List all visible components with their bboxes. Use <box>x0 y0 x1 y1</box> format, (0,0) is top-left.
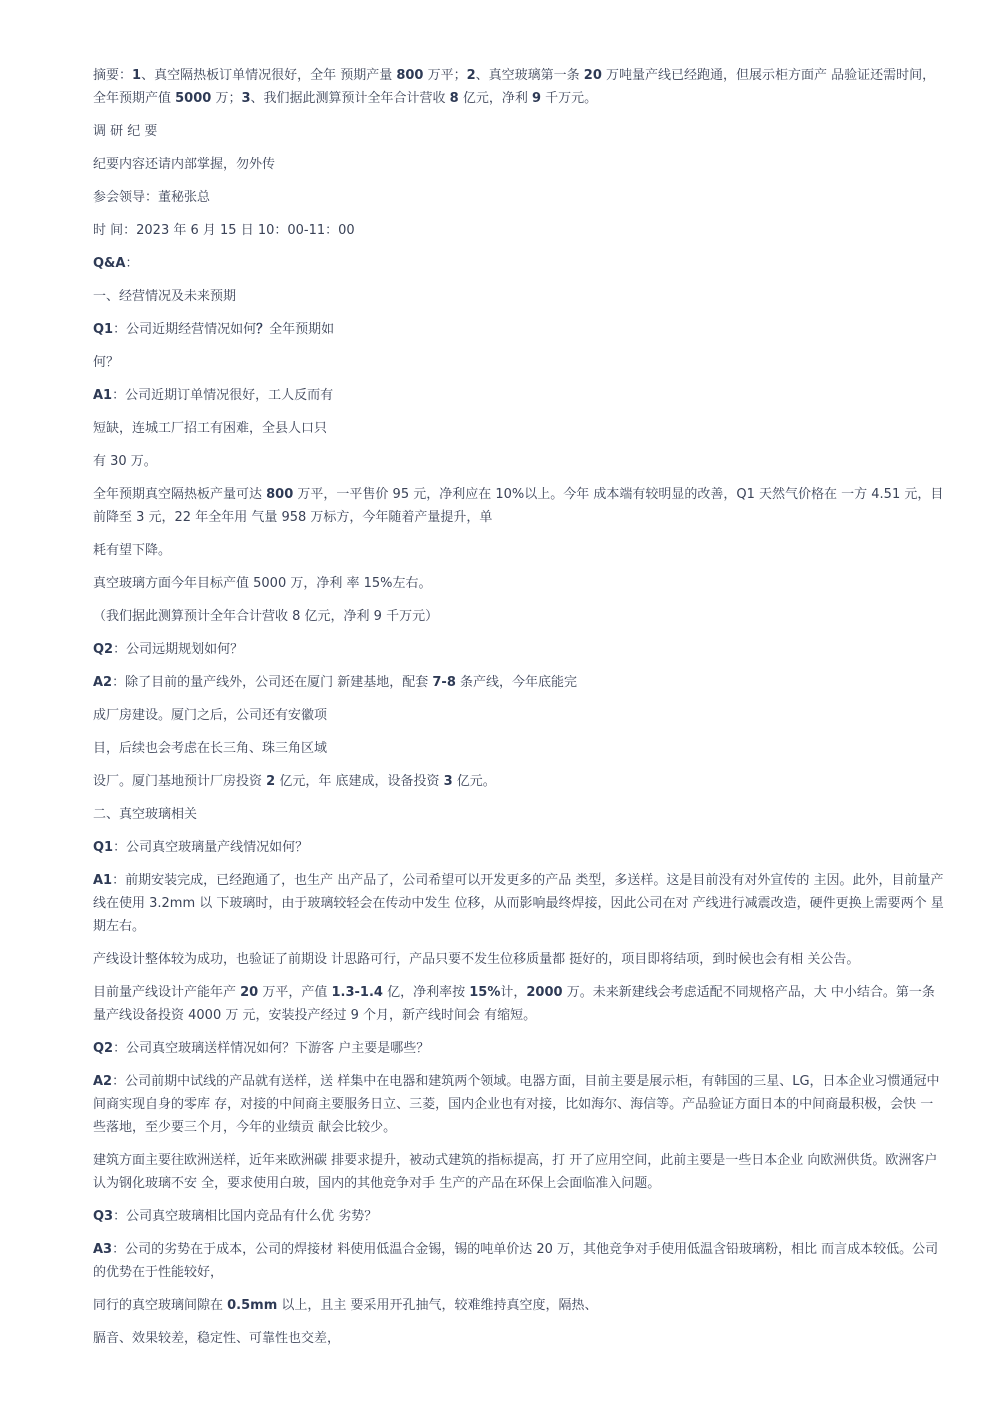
text-run: ： <box>125 256 139 271</box>
document-body <box>93 64 945 1360</box>
paragraph <box>93 1070 945 1139</box>
bold-text: 20 <box>583 68 602 83</box>
bold-text: 5000 <box>175 91 212 106</box>
text-run: ：公司真空玻璃相比国内竞品有什么优 劣势？ <box>113 1209 378 1224</box>
bold-text: 3 <box>443 774 453 789</box>
bold-text: 2 <box>266 774 276 789</box>
bold-text: ？ <box>256 322 270 337</box>
bold-text: 15% <box>469 985 501 1000</box>
text-run: 、真空玻璃第一条 <box>475 68 584 83</box>
paragraph <box>93 252 945 275</box>
text-run: 一、经营情况及未来预期 <box>93 289 237 304</box>
text-run: 条产线，今年底能完 <box>455 675 578 690</box>
bold-text: Q&A <box>93 256 126 271</box>
paragraph <box>93 417 945 440</box>
bold-text: A1 <box>93 388 113 403</box>
text-run: ：公司远期规划如何？ <box>113 642 244 657</box>
bold-text: Q1 <box>93 322 114 337</box>
paragraph <box>93 948 945 971</box>
bold-text: 7-8 <box>432 675 456 690</box>
paragraph <box>93 153 945 176</box>
paragraph <box>93 539 945 562</box>
text-run: 亿元，净利 <box>458 91 532 106</box>
paragraph <box>93 1294 945 1317</box>
bold-text: A3 <box>93 1242 113 1257</box>
text-run: 参会领导：董秘张总 <box>93 190 211 205</box>
paragraph <box>93 1149 945 1195</box>
paragraph <box>93 1238 945 1284</box>
text-run: ：公司近期经营情况如何 <box>113 322 257 337</box>
text-run: ：公司真空玻璃送样情况如何？下游客 户主要是哪些？ <box>113 1041 430 1056</box>
bold-text: Q2 <box>93 642 114 657</box>
bold-text: 0.5mm <box>227 1298 278 1313</box>
text-run: 设厂。厦门基地预计厂房投资 <box>93 774 267 789</box>
text-run: 有 30 万。 <box>93 454 157 469</box>
paragraph <box>93 803 945 826</box>
text-run: 二、真空玻璃相关 <box>93 807 198 822</box>
text-run: 万吨量产线已经跑通，但展示柜方面产 品验证还需时间，全年预期产值 <box>93 68 936 106</box>
text-run: 纪要内容还请内部掌握，勿外传 <box>93 157 276 172</box>
paragraph <box>93 351 945 374</box>
bold-text: 20 <box>240 985 259 1000</box>
text-run: 亿元。 <box>452 774 496 789</box>
text-run: 全年预期真空隔热板产量可达 <box>93 487 267 502</box>
text-run: ：公司的劣势在于成本，公司的焊接材 料使用低温合金锡，锡的吨单价达 20 万，其他竞争对手使用低温含铅玻璃粉，相比 而言成本较低。公司的优势在于性能较好， <box>93 1242 939 1280</box>
paragraph <box>93 605 945 628</box>
bold-text: 800 <box>266 487 294 502</box>
text-run: ：公司真空玻璃量产线情况如何？ <box>113 840 309 855</box>
text-run: 万； <box>211 91 242 106</box>
bold-text: Q1 <box>93 840 114 855</box>
text-run: ：前期安装完成，已经跑通了，也生产 出产品了，公司希望可以开发更多的产品 类型，多送样。这是目前没有对外宣传的 主因。此外，目前量产线在使用 3.2mm 以 下玻璃时，由于玻璃较轻会在传动中发生 位移，从而影响最终焊接，因此公司在对 产线进行减震改造，硬件更换上需要两个 星期左右。 <box>93 873 944 934</box>
text-run: 、真空隔热板订单情况很好，全年 预期产量 <box>141 68 397 83</box>
paragraph <box>93 186 945 209</box>
text-run: 建筑方面主要往欧洲送样，近年来欧洲碳 排要求提升，被动式建筑的指标提高，打 开了应用空间，此前主要是一些日本企业 向欧洲供货。欧洲客户认为钢化玻璃不安 全，要求使用白玻，国内的其他竞争对手 生产的产品在环保上会面临准入问题。 <box>93 1153 938 1191</box>
bold-text: 2 <box>466 68 476 83</box>
text-run: 千万元。 <box>541 91 598 106</box>
text-run: 万平，产值 <box>258 985 332 1000</box>
text-run: 膈音、效果较差，稳定性、可靠性也交差， <box>93 1331 341 1346</box>
paragraph <box>93 384 945 407</box>
bold-text: 2000 <box>526 985 563 1000</box>
text-run: 、我们据此测算预计全年合计营收 <box>250 91 450 106</box>
bold-text: A2 <box>93 675 113 690</box>
text-run: 摘要： <box>93 68 133 83</box>
paragraph <box>93 836 945 859</box>
bold-text: 1 <box>132 68 142 83</box>
bold-text: A2 <box>93 1074 113 1089</box>
bold-text: Q2 <box>93 1041 114 1056</box>
text-run: ：公司前期中试线的产品就有送样，送 样集中在电器和建筑两个领域。电器方面，目前主要是展示柜，有韩国的三星、LG，日本企业习惯通冠中间商实现自身的零库 存，对接的中间商主要服务日立、三菱，国内企业也有对接，比如海尔、海信等。产品验证方面日本的中间商最积极，会快 一些落地，至少要三个月，今年的业绩贡 献会比较少。 <box>93 1074 940 1135</box>
text-run: 万平； <box>423 68 467 83</box>
paragraph <box>93 1327 945 1350</box>
bold-text: A1 <box>93 873 113 888</box>
paragraph <box>93 483 945 529</box>
bold-text: Q3 <box>93 1209 114 1224</box>
paragraph <box>93 737 945 760</box>
text-run: ：公司近期订单情况很好，工人反而有 <box>112 388 334 403</box>
paragraph <box>93 219 945 242</box>
text-run: 目前量产线设计产能年产 <box>93 985 241 1000</box>
paragraph <box>93 704 945 727</box>
paragraph <box>93 1205 945 1228</box>
text-run: 短缺，连城工厂招工有困难，全县人口只 <box>93 421 328 436</box>
text-run: 调 研 纪 要 <box>93 124 158 139</box>
text-run: 万。未来新建线会考虑适配不同规格产品，大 中小结合。第一条量产线设备投资 4000 万 元，安装投产经过 9 个月，新产线时间会 有缩短。 <box>93 985 935 1023</box>
bold-text: 9 <box>531 91 542 106</box>
paragraph <box>93 318 945 341</box>
bold-text: 1.3-1.4 <box>331 985 383 1000</box>
paragraph <box>93 450 945 473</box>
paragraph <box>93 572 945 595</box>
bold-text: 3 <box>241 91 251 106</box>
paragraph <box>93 981 945 1027</box>
paragraph <box>93 1037 945 1060</box>
text-run: 以上，且主 要采用开孔抽气，较难维持真空度，隔热、 <box>277 1298 598 1313</box>
text-run: 成厂房建设。厦门之后，公司还有安徽项 <box>93 708 328 723</box>
text-run: 同行的真空玻璃间隙在 <box>93 1298 228 1313</box>
paragraph <box>93 120 945 143</box>
bold-text: 800 <box>396 68 424 83</box>
text-run: 亿，净利率按 <box>382 985 470 1000</box>
text-run: 万平，一平售价 95 元，净利应在 10%以上。今年 成本端有较明显的改善，Q1 天然气价格在 一方 4.51 元，目前降至 3 元，22 年全年用 气量 958 万标方，今年随着产量提升，单 <box>93 487 944 525</box>
paragraph <box>93 671 945 694</box>
text-run: 真空玻璃方面今年目标产值 5000 万，净利 率 15%左右。 <box>93 576 432 591</box>
paragraph <box>93 64 945 110</box>
paragraph <box>93 285 945 308</box>
text-run: 何？ <box>93 355 120 370</box>
text-run: 产线设计整体较为成功，也验证了前期设 计思路可行，产品只要不发生位移质量都 挺好的，项目即将结项，到时候也会有相 关公告。 <box>93 952 860 967</box>
text-run: ：除了目前的量产线外，公司还在厦门 新建基地，配套 <box>112 675 433 690</box>
paragraph <box>93 869 945 938</box>
text-run: （我们据此测算预计全年合计营收 8 亿元，净利 9 千万元） <box>93 609 439 624</box>
paragraph <box>93 638 945 661</box>
text-run: 耗有望下降。 <box>93 543 172 558</box>
text-run: 亿元，年 底建成，设备投资 <box>275 774 444 789</box>
bold-text: 8 <box>449 91 459 106</box>
paragraph <box>93 770 945 793</box>
text-run: 计， <box>500 985 527 1000</box>
text-run: 目，后续也会考虑在长三角、珠三角区域 <box>93 741 328 756</box>
text-run: 全年预期如 <box>269 322 335 337</box>
text-run: 时 间：2023 年 6 月 15 日 10：00-11：00 <box>93 223 355 238</box>
